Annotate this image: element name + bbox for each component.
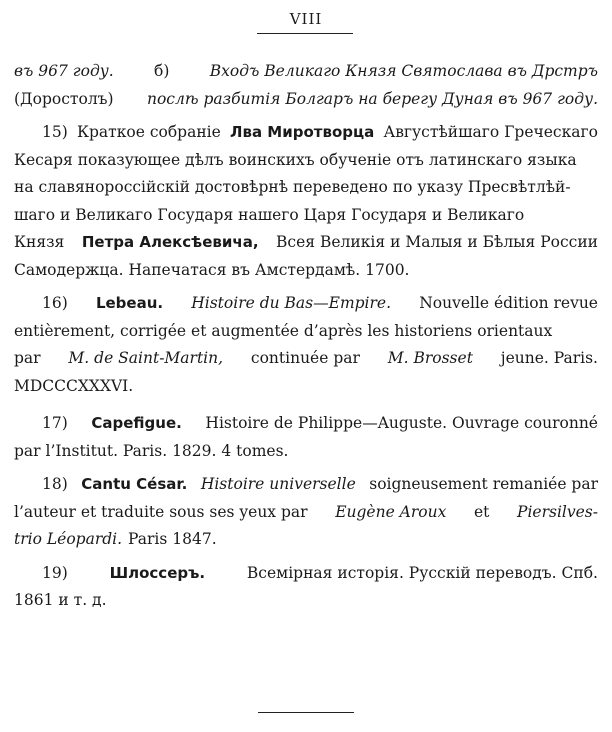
entry-number: 16)	[42, 294, 68, 312]
text-line	[14, 471, 598, 499]
entry-number: 18)	[42, 475, 68, 493]
entry-16	[14, 290, 598, 400]
entry-text: par	[14, 349, 41, 367]
entry-text: jeune. Paris.	[500, 349, 598, 367]
entry-text: et	[473, 502, 490, 521]
entry-editor: trio Léopardi.	[14, 530, 123, 548]
text-line	[14, 438, 598, 466]
page-body	[14, 58, 598, 615]
text-line	[14, 410, 598, 438]
entry-text: Nouvelle édition revue	[419, 294, 598, 312]
text-line	[14, 86, 598, 114]
entry-author: Capefigue.	[91, 414, 182, 432]
entry-number: 15)	[42, 123, 68, 141]
entry-text: continuée par	[250, 349, 360, 367]
entry-text: l’auteur et traduite sous ses yeux par	[14, 502, 308, 521]
fragment-text: (Доростолъ)	[14, 89, 114, 108]
entry-text: на славянороссійскій достовѣрнѣ переведено по указу Пресвѣтлѣй-	[14, 178, 571, 196]
text-line	[14, 119, 598, 147]
text-line	[14, 174, 598, 202]
entry-text: entièrement, corrigée et augmentée d’après les historiens orientaux	[14, 321, 553, 340]
entry-text: 1861 и т. д.	[14, 591, 107, 609]
entry-text: Самодержца. Напечатася въ Амстердамѣ. 1700.	[14, 260, 410, 279]
header-rule	[257, 33, 353, 34]
text-line	[14, 373, 598, 401]
entry-15	[14, 119, 598, 284]
entry-title: Histoire du Bas—Empire.	[191, 294, 392, 312]
entry-text: Августѣйшаго Греческаго	[383, 123, 598, 141]
fragment-text: Входъ Великаго Князя Святослава въ Дрстръ	[209, 62, 598, 80]
entry-editor: Piersilves-	[517, 502, 598, 521]
entry-text: Всея Великія и Малыя и Бѣлыя России	[276, 233, 598, 251]
footer-rule	[258, 712, 354, 713]
entry-number: 17)	[42, 414, 68, 432]
text-line	[14, 257, 598, 285]
entry-title: Histoire universelle	[200, 475, 356, 493]
entry-19	[14, 560, 598, 615]
text-line	[14, 290, 598, 318]
entry-editor: Eugène Aroux	[335, 502, 447, 521]
entry-author: Петра Алексѣевича,	[81, 233, 259, 251]
entry-text: Histoire de Philippe—Auguste. Ouvrage couronné	[205, 414, 598, 432]
entry-editor: M. de Saint-Martin,	[68, 349, 224, 367]
entry-author: Cantu César.	[81, 475, 188, 493]
text-line	[14, 58, 598, 86]
entry-text: шаго и Великаго Государя нашего Царя Государя и Великаго	[14, 205, 525, 224]
entry-text: Краткое собраніе	[76, 123, 221, 141]
entry-author: Lebeau.	[95, 294, 164, 312]
entry-text: Paris 1847.	[128, 530, 217, 548]
text-line	[14, 202, 598, 230]
entry-editor: M. Brosset	[387, 349, 473, 367]
text-line	[14, 526, 598, 554]
fragment-text: б)	[154, 62, 170, 80]
text-line	[14, 499, 598, 527]
entry-text: Кесаря показующее дѣлъ воинскихъ обученіе отъ латинскаго языка	[14, 150, 577, 169]
entry-text: par l’Institut. Paris. 1829. 4 tomes.	[14, 441, 289, 460]
text-line	[14, 345, 598, 373]
text-line	[14, 147, 598, 175]
entry-text: Князя	[14, 233, 65, 251]
entry-text: MDCCCXXXVI.	[14, 376, 134, 395]
fragment-text: въ 967 году.	[14, 62, 114, 80]
text-line	[14, 560, 598, 588]
entry-17	[14, 410, 598, 465]
entry-text: soigneusement remaniée par	[369, 475, 598, 493]
entry-fragment	[14, 58, 598, 113]
entry-author: Шлоссеръ.	[109, 563, 206, 582]
entry-text: Всемірная исторія. Русскій переводъ. Спб.	[246, 563, 598, 582]
fragment-text: послѣ разбитія Болгаръ на берегу Дуная въ 967 году.	[146, 89, 598, 108]
entry-number: 19)	[42, 563, 68, 582]
text-line	[14, 229, 598, 257]
page-number: VIII	[289, 10, 323, 28]
entry-author: Лва Миротворца	[230, 123, 375, 141]
text-line	[14, 318, 598, 346]
entry-18	[14, 471, 598, 554]
text-line	[14, 587, 598, 615]
